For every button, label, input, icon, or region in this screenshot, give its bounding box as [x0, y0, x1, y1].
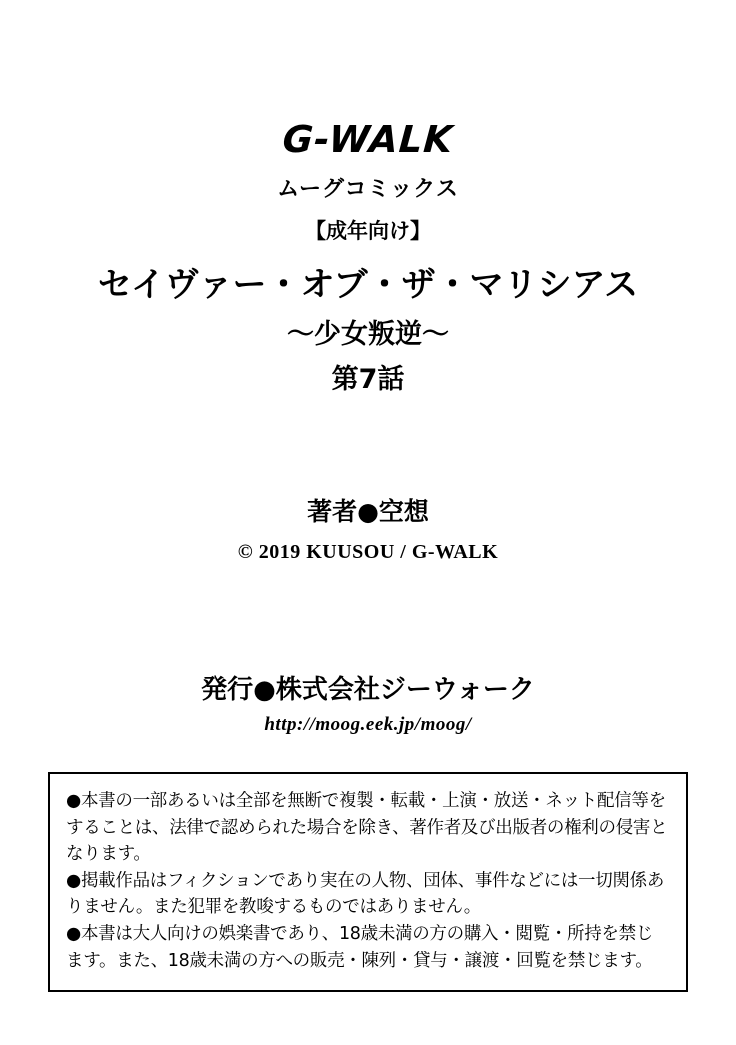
copyright-notice: © 2019 KUUSOU / G-WALK: [237, 541, 499, 563]
publisher-name: 発行●株式会社ジーウォーク: [201, 675, 535, 705]
legal-notice-line: ●本書は大人向けの娯楽書であり、18歳未満の方の購入・閲覧・所持を禁じます。また、18歳未満の方への販売・陳列・貸与・譲渡・回覧を禁じます。: [66, 923, 654, 971]
author-credit: 著者●空想: [307, 497, 429, 526]
work-title: セイヴァー・オブ・ザ・マリシアス: [97, 265, 639, 305]
legal-notice-line: ●本書の一部あるいは全部を無断で複製・転載・上演・放送・ネット配信等をすることは、法律で認められた場合を除き、著作者及び出版者の権利の侵害となります。: [66, 791, 668, 865]
legal-notice-line: ●掲載作品はフィクションであり実在の人物、団体、事件などには一切関係ありません。また犯罪を教唆するものではありません。: [66, 870, 665, 918]
publisher-url: http://moog.eek.jp/moog/: [264, 714, 472, 735]
chapter-number: 第7話: [331, 364, 405, 395]
imprint-name: ムーグコミックス: [277, 177, 459, 202]
work-subtitle: 〜少女叛逆〜: [287, 319, 449, 350]
publisher-logo: G-WALK: [281, 118, 455, 161]
age-rating-label: 【成年向け】: [305, 219, 431, 243]
legal-notice-box: [48, 772, 688, 992]
